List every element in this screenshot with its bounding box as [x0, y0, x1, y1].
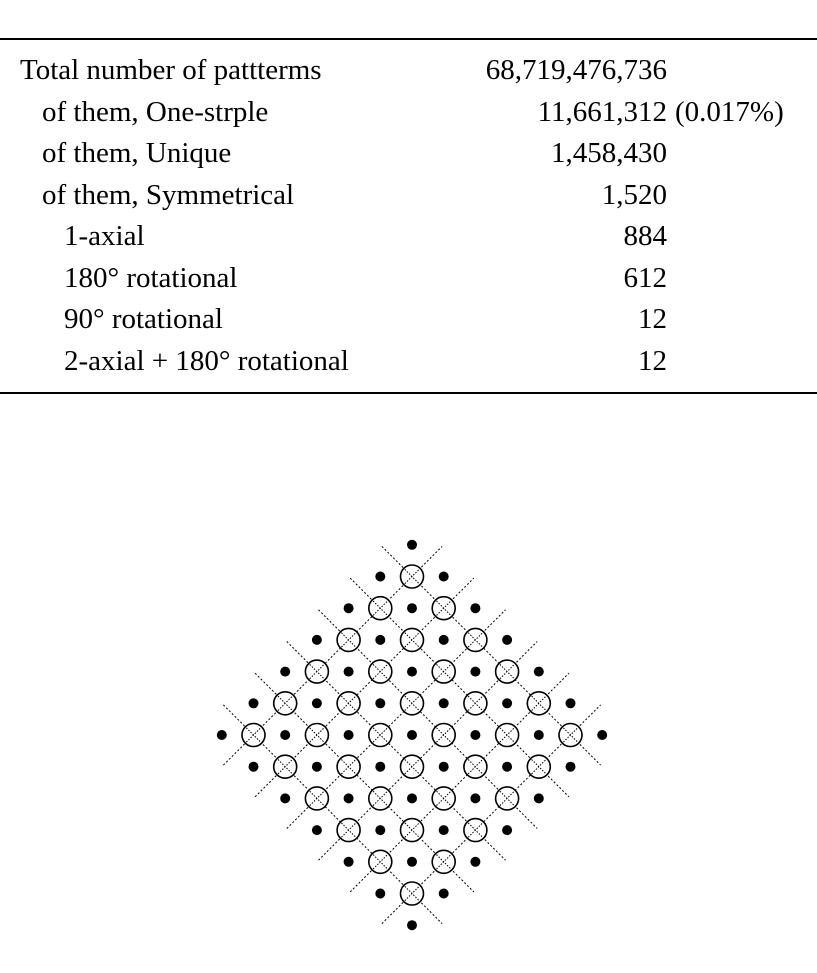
lattice-dot: [375, 635, 385, 645]
lattice-dot: [280, 667, 290, 677]
lattice-dot: [217, 730, 227, 740]
lattice-dot: [249, 698, 259, 708]
lattice-dot: [407, 920, 417, 930]
lattice-dot: [312, 635, 322, 645]
crossed-circle-node: [337, 755, 360, 778]
lattice-dot: [439, 635, 449, 645]
row-label-total: Total number of pattterms: [20, 54, 322, 86]
crossed-circle-node: [401, 819, 424, 842]
row-note-one-strple-percent: (0.017%): [675, 95, 784, 128]
lattice-dot: [502, 762, 512, 772]
lattice-dot: [312, 698, 322, 708]
lattice-dot: [470, 603, 480, 613]
crossed-circle-node: [401, 755, 424, 778]
crossed-circle-node: [369, 597, 392, 620]
crossed-circle-node: [337, 819, 360, 842]
lattice-dot: [312, 762, 322, 772]
crossed-circle-node: [369, 724, 392, 747]
row-label-1-axial: 1-axial: [64, 220, 145, 252]
lattice-dot: [470, 730, 480, 740]
lattice-dot: [407, 857, 417, 867]
lattice-dot: [344, 857, 354, 867]
crossed-circle-node: [242, 724, 265, 747]
row-label-unique: of them, Unique: [42, 137, 232, 169]
lattice-dot: [534, 667, 544, 677]
lattice-dot: [375, 762, 385, 772]
crossed-circle-node: [305, 724, 328, 747]
lattice-dot: [312, 825, 322, 835]
crossed-circle-node: [401, 692, 424, 715]
lattice-dot: [344, 730, 354, 740]
crossed-circle-node: [305, 787, 328, 810]
crossed-circle-node: [527, 692, 550, 715]
lattice-dot: [439, 572, 449, 582]
crossed-circle-node: [369, 787, 392, 810]
crossed-circle-node: [496, 724, 519, 747]
lattice-dot: [502, 825, 512, 835]
crossed-circle-node: [464, 755, 487, 778]
row-value-1-axial: 884: [623, 220, 667, 252]
lattice-dot: [439, 825, 449, 835]
crossed-circle-node: [432, 597, 455, 620]
lattice-dot: [249, 762, 259, 772]
crossed-circle-node: [432, 660, 455, 683]
row-value-2-axial-180-rotational: 12: [638, 344, 667, 377]
crossed-circle-node: [432, 850, 455, 873]
lattice-dot: [407, 793, 417, 803]
crossed-circle-node: [432, 787, 455, 810]
crossed-circle-node: [337, 692, 360, 715]
row-label-2-axial-180-rotational: 2-axial + 180° rotational: [64, 344, 349, 377]
crossed-circle-node: [464, 819, 487, 842]
crossed-circle-node: [432, 724, 455, 747]
row-label-one-strple: of them, One-strple: [42, 95, 269, 128]
crossed-circle-node: [401, 565, 424, 588]
crossed-circle-node: [305, 660, 328, 683]
lattice-dot: [407, 730, 417, 740]
lattice-dot: [470, 857, 480, 867]
crossed-circle-node: [496, 660, 519, 683]
lattice-dot: [375, 572, 385, 582]
row-value-total: 68,719,476,736: [485, 54, 667, 86]
crossed-circle-node: [559, 724, 582, 747]
lattice-nodes: [217, 540, 607, 930]
lattice-dot: [439, 889, 449, 899]
crossed-circle-node: [274, 692, 297, 715]
row-value-symmetrical: 1,520: [601, 178, 667, 211]
lattice-dot: [407, 603, 417, 613]
lattice-dot: [344, 793, 354, 803]
lattice-dot: [534, 793, 544, 803]
crossed-circle-node: [401, 882, 424, 905]
crossed-circle-node: [464, 692, 487, 715]
row-label-symmetrical: of them, Symmetrical: [42, 178, 295, 211]
crossed-circle-node: [401, 628, 424, 651]
lattice-dot: [344, 603, 354, 613]
crossed-circle-node: [464, 628, 487, 651]
lattice-dot: [280, 793, 290, 803]
row-value-90-rotational: 12: [638, 303, 667, 335]
crossed-circle-node: [527, 755, 550, 778]
lattice-dot: [375, 698, 385, 708]
lattice-dot: [470, 793, 480, 803]
lattice-dot: [407, 540, 417, 550]
lattice-dot: [375, 889, 385, 899]
lattice-dot: [375, 825, 385, 835]
crossed-circle-node: [369, 850, 392, 873]
lattice-dot: [344, 667, 354, 677]
crossed-circle-node: [274, 755, 297, 778]
crossed-circle-node: [337, 628, 360, 651]
lattice-dot: [502, 698, 512, 708]
lattice-dot: [597, 730, 607, 740]
row-label-180-rotational: 180° rotational: [64, 261, 238, 294]
lattice-dot: [439, 698, 449, 708]
lattice-dot: [566, 762, 576, 772]
lattice-dot: [534, 730, 544, 740]
lattice-dot: [470, 667, 480, 677]
crossed-circle-node: [369, 660, 392, 683]
row-value-unique: 1,458,430: [551, 137, 667, 169]
lattice-dot: [280, 730, 290, 740]
row-value-180-rotational: 612: [623, 261, 667, 294]
row-value-one-strple: 11,661,312: [537, 95, 667, 128]
lattice-dot: [566, 698, 576, 708]
lattice-dot: [502, 635, 512, 645]
crossed-circle-node: [496, 787, 519, 810]
row-label-90-rotational: 90° rotational: [64, 303, 223, 335]
lattice-dot: [439, 762, 449, 772]
lattice-dot: [407, 667, 417, 677]
